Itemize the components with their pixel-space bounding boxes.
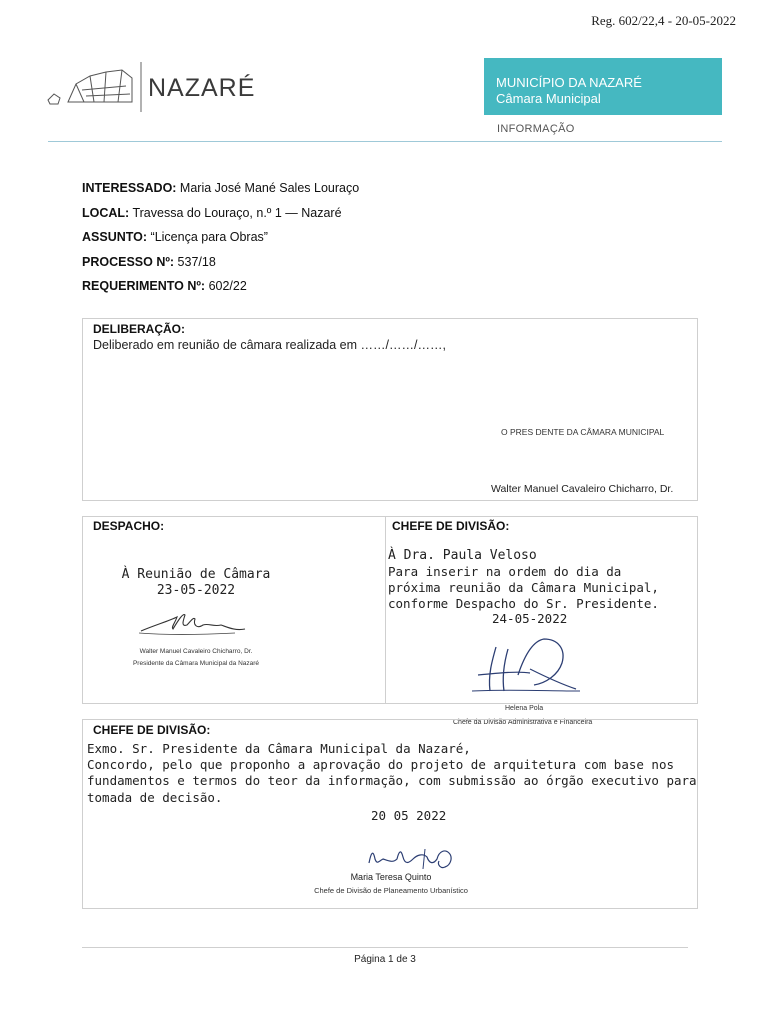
chefe-divisao-box-1 [385, 516, 698, 704]
chefe1-sig-role: Chefe da Divisão Administrativa e Financeira [453, 719, 593, 726]
chefe2-line2: Concordo, pelo que proponho a aprovação do projeto de arquitetura com base nos [87, 757, 674, 772]
despacho-date: 23-05-2022 [156, 583, 236, 598]
chefe2-signature-icon [365, 843, 465, 873]
processo-label: PROCESSO Nº: [82, 255, 175, 269]
nazare-logo-icon [46, 62, 144, 112]
page-number: Página 1 de 3 [354, 954, 416, 965]
footer-divider [82, 947, 688, 948]
interessado-label: INTERESSADO: [82, 181, 177, 195]
deliberacao-text: Deliberado em reunião de câmara realizada em ……/……/……, [93, 338, 446, 352]
chefe2-sig-role: Chefe de Divisão de Planeamento Urbanístico [314, 886, 468, 895]
chefe1-line1: À Dra. Paula Veloso [388, 548, 537, 563]
chefe2-line4: tomada de decisão. [87, 790, 223, 805]
local-label: LOCAL: [82, 206, 130, 220]
deliberacao-label: DELIBERAÇÃO: [93, 322, 185, 336]
requerimento-label: REQUERIMENTO Nº: [82, 279, 206, 293]
processo-value: 537/18 [174, 255, 216, 269]
chefe1-sig-name: Helena Pola [505, 705, 544, 712]
camara-subtitle: Câmara Municipal [496, 91, 601, 106]
registry-stamp: Reg. 602/22,4 - 20-05-2022 [591, 13, 736, 28]
chefe2-sig-name: Maria Teresa Quinto [350, 872, 432, 882]
chefe1-label: CHEFE DE DIVISÃO: [392, 519, 510, 533]
chefe2-line3: fundamentos e termos do teor da informação, com submissão ao órgão executivo para [87, 773, 697, 788]
logo-wordmark: NAZARÉ [148, 74, 256, 102]
despacho-sig-name: Walter Manuel Cavaleiro Chicharro, Dr. [139, 648, 253, 655]
interessado-row [82, 181, 359, 195]
chefe-divisao-box-2 [82, 719, 698, 909]
despacho-box [82, 516, 386, 704]
requerimento-value: 602/22 [205, 279, 247, 293]
assunto-label: ASSUNTO: [82, 230, 148, 244]
local-row [82, 206, 342, 220]
document-type: INFORMAÇÃO [497, 123, 575, 135]
presidente-title: O PRES DENTE DA CÂMARA MUNICIPAL [501, 427, 665, 437]
chefe2-label: CHEFE DE DIVISÃO: [93, 723, 211, 737]
chefe2-date: 20 05 2022 [371, 808, 447, 823]
assunto-value: “Licença para Obras” [147, 230, 268, 244]
chefe1-date: 24-05-2022 [492, 611, 568, 626]
local-value: Travessa do Louraço, n.º 1 — Nazaré [129, 206, 342, 220]
chefe1-line3: próxima reunião da Câmara Municipal, [388, 580, 659, 595]
despacho-signature-icon [135, 605, 255, 641]
despacho-line1: À Reunião de Câmara [121, 567, 271, 582]
requerimento-row [82, 279, 247, 293]
assunto-row [82, 230, 268, 244]
interessado-value: Maria José Mané Sales Louraço [176, 181, 360, 195]
despacho-label: DESPACHO: [93, 519, 165, 533]
processo-row [82, 255, 216, 269]
deliberacao-box [82, 318, 698, 501]
header-divider [48, 141, 722, 142]
chefe2-line1: Exmo. Sr. Presidente da Câmara Municipal da Nazaré, [87, 741, 471, 756]
chefe1-signature-icon [468, 635, 584, 699]
chefe1-line4: conforme Despacho do Sr. Presidente. [388, 596, 659, 611]
chefe1-line2: Para inserir na ordem do dia da [388, 564, 622, 579]
presidente-name: Walter Manuel Cavaleiro Chicharro, Dr. [491, 483, 674, 495]
despacho-sig-role: Presidente da Câmara Municipal da Nazaré [132, 660, 260, 667]
municipality-banner [484, 58, 722, 115]
municipio-title: MUNICÍPIO DA NAZARÉ [496, 75, 642, 90]
